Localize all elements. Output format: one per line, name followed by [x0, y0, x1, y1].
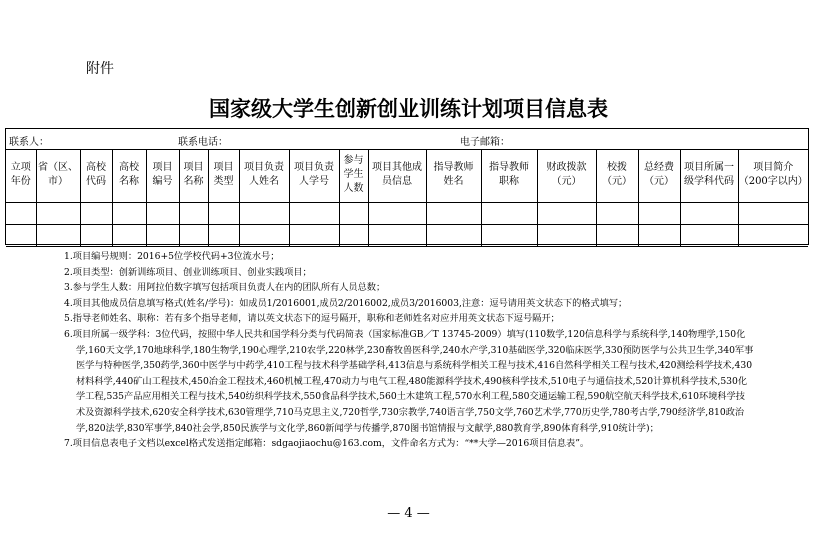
page-title: 国家级大学生创新创业训练计划项目信息表: [209, 96, 608, 121]
col-header-school-name: 高校 名称: [112, 149, 146, 202]
col-header-advisor-name: 指导教师 姓名: [426, 149, 481, 202]
col-header-year: 立项 年份: [6, 149, 36, 202]
col-header-summary: 项目简介 （200字以内）: [738, 149, 808, 202]
note-item: 1.项目编号规则：2016+5位学校代码+3位流水号；: [64, 251, 280, 262]
contact-email-label: 电子邮箱：: [460, 137, 510, 148]
col-header-province: 省（区、 市）: [36, 149, 80, 202]
contact-row: [6, 129, 808, 150]
table-header-row: [6, 149, 808, 202]
attachment-label: 附件: [86, 61, 114, 77]
notes-list: [64, 249, 754, 452]
project-info-table: [6, 149, 808, 247]
col-header-other-members: 项目其他成 员信息: [368, 149, 426, 202]
note-item: 6.项目所属一级学科：3位代码，按照中华人民共和国学科分类与代码简表（国家标准GB／T 13745-2009）填写(110数学,120信息科学与系统科学,140物理学,150化学,160天文学,170地球科学,180生物学,190心理学,210农学,220林学,230畜牧兽医科学,240水产学,310基础医学,320临床医学,330预防医学与公共卫生学,340军事医学与特种医学,350药学,360中医学与中药学,410工程与技术科学基础学科,413信息与系统科学相关工程与技术,416自然科学相关工程与技术,420测绘科学技术,430材料科学,440矿山工程技术,450冶金工程技术,460机械工程,470动力与电气工程,480能源科学技术,490核科学技术,510电子与通信技术,520计算机科学技术,530化学工程,535产品应用相关工程与技术,540纺织科学技术,550食品科学技术,560土木建筑工程,570水利工程,580交通运输工程,590航空航天科学技术,610环境科学技术及资源科学技术,620安全科学技术,630管理学,710马克思主义,720哲学,730宗教学,740语言学,750文学,760艺术学,770历史学,780考古学,790经济学,810政治学,820法学,830军事学,840社会学,850民族学与文化学,860新闻学与传播学,870图书馆情报与文献学,880教育学,890体育科学,910统计学)；: [64, 328, 754, 434]
project-info-form: [5, 128, 809, 245]
table-row: [6, 202, 808, 224]
note-item: 2.项目类型：创新训练项目、创业训练项目、创业实践项目；: [64, 266, 312, 278]
note-item: 4.项目其他成员信息填写格式(姓名/学号)：如成员1/2016001,成员2/2016002,成员3/2016003,注意：逗号请用英文状态下的格式填写；: [64, 297, 628, 309]
col-header-project-number: 项目 编号: [146, 149, 179, 202]
col-header-total-funding: 总经费 （元）: [638, 149, 680, 202]
note-item: 7.项目信息表电子文档以excel格式发送指定邮箱：sdgaojiaochu@163.com，文件命名方式为：“**大学—2016项目信息表”。: [64, 438, 590, 450]
note-item: 5.指导老师姓名、职称：若有多个指导老师，请以英文状态下的逗号隔开，职称和老师姓名对应并用英文状态下逗号隔开；: [64, 313, 560, 325]
col-header-project-type: 项目 类型: [208, 149, 239, 202]
col-header-leader-id: 项目负责 人学号: [289, 149, 339, 202]
note-item: 3.参与学生人数：用阿拉伯数字填写包括项目负责人在内的团队所有人员总数；: [64, 282, 386, 294]
col-header-school-code: 高校 代码: [80, 149, 112, 202]
col-header-school-funding: 校拨 （元）: [596, 149, 638, 202]
contact-person-label: 联系人：: [9, 137, 49, 148]
col-header-project-name: 项目 名称: [179, 149, 208, 202]
col-header-advisor-title: 指导教师 职称: [481, 149, 537, 202]
table-row: [6, 224, 808, 246]
col-header-leader-name: 项目负责 人姓名: [239, 149, 289, 202]
col-header-gov-funding: 财政拨款 （元）: [537, 149, 596, 202]
contact-phone-label: 联系电话：: [178, 137, 228, 148]
col-header-student-count: 参与 学生 人数: [339, 149, 368, 202]
col-header-discipline-code: 项目所属一 级学科代码: [680, 149, 738, 202]
page-number: — 4 —: [387, 506, 430, 521]
